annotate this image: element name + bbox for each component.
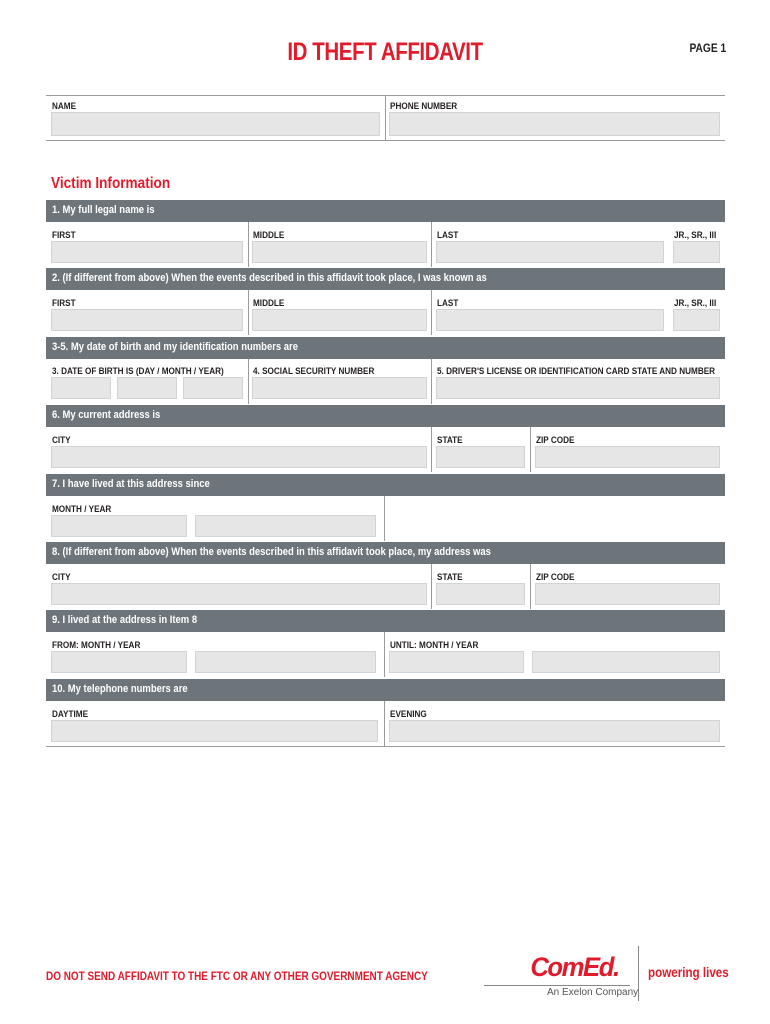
- city-label: CITY: [52, 435, 71, 446]
- logo-divider: [484, 985, 630, 986]
- divider: [530, 564, 531, 609]
- suffix-label: JR., SR., III: [674, 230, 717, 241]
- divider: [248, 290, 249, 335]
- tagline: powering lives: [648, 964, 729, 980]
- exelon-label: An Exelon Company: [547, 987, 639, 998]
- divider: [384, 701, 385, 746]
- dob-month-field[interactable]: [117, 377, 177, 399]
- last-label: LAST: [437, 230, 459, 241]
- zip-field[interactable]: [535, 446, 720, 468]
- name-field[interactable]: [51, 112, 380, 136]
- dob-label: 3. DATE OF BIRTH IS (DAY / MONTH / YEAR): [52, 366, 224, 377]
- divider: [46, 140, 725, 141]
- divider: [384, 632, 385, 677]
- divider: [384, 496, 385, 541]
- divider: [385, 95, 386, 140]
- comed-logo: ComEd.: [530, 952, 619, 982]
- phone-label: PHONE NUMBER: [390, 101, 458, 112]
- state-label: STATE: [437, 435, 463, 446]
- logo-divider: [638, 946, 639, 1001]
- daytime-phone-field[interactable]: [51, 720, 378, 742]
- footer-warning: DO NOT SEND AFFIDAVIT TO THE FTC OR ANY OTHER GOVERNMENT AGENCY: [46, 969, 428, 983]
- last-label: LAST: [437, 298, 459, 309]
- section-title: Victim Information: [51, 175, 171, 192]
- section-8-header: 8. (If different from above) When the events described in this affidavit took place, my address was: [46, 542, 725, 564]
- first-name-field[interactable]: [51, 241, 243, 263]
- suffix-label: JR., SR., III: [674, 298, 717, 309]
- until-label: UNTIL: MONTH / YEAR: [390, 640, 479, 651]
- from-label: FROM: MONTH / YEAR: [52, 640, 141, 651]
- zip-label: ZIP CODE: [536, 435, 575, 446]
- name-label: NAME: [52, 101, 77, 112]
- since-month-field[interactable]: [51, 515, 187, 537]
- dob-day-field[interactable]: [51, 377, 111, 399]
- last-name-field[interactable]: [436, 241, 664, 263]
- former-zip-field[interactable]: [535, 583, 720, 605]
- divider: [431, 359, 432, 404]
- divider: [248, 359, 249, 404]
- section-1-header: 1. My full legal name is: [46, 200, 725, 222]
- city-label: CITY: [52, 572, 71, 583]
- middle-name-field[interactable]: [252, 241, 427, 263]
- section-6-header: 6. My current address is: [46, 405, 725, 427]
- license-field[interactable]: [436, 377, 720, 399]
- former-city-field[interactable]: [51, 583, 427, 605]
- former-last-name-field[interactable]: [436, 309, 664, 331]
- divider: [431, 427, 432, 472]
- state-field[interactable]: [436, 446, 525, 468]
- first-label: FIRST: [52, 230, 76, 241]
- section-2-header: 2. (If different from above) When the events described in this affidavit took place, I was known as: [46, 268, 725, 290]
- section-9-header: 9. I lived at the address in Item 8: [46, 610, 725, 632]
- former-middle-name-field[interactable]: [252, 309, 427, 331]
- suffix-field[interactable]: [673, 241, 720, 263]
- former-first-name-field[interactable]: [51, 309, 243, 331]
- city-field[interactable]: [51, 446, 427, 468]
- license-label: 5. DRIVER'S LICENSE OR IDENTIFICATION CARD STATE AND NUMBER: [437, 366, 716, 377]
- divider: [530, 427, 531, 472]
- until-month-field[interactable]: [389, 651, 524, 673]
- evening-label: EVENING: [390, 709, 427, 720]
- month-year-label: MONTH / YEAR: [52, 504, 112, 515]
- phone-field[interactable]: [389, 112, 720, 136]
- section-7-header: 7. I have lived at this address since: [46, 474, 725, 496]
- daytime-label: DAYTIME: [52, 709, 89, 720]
- zip-label: ZIP CODE: [536, 572, 575, 583]
- until-year-field[interactable]: [532, 651, 720, 673]
- first-label: FIRST: [52, 298, 76, 309]
- middle-label: MIDDLE: [253, 298, 285, 309]
- from-month-field[interactable]: [51, 651, 187, 673]
- divider: [431, 564, 432, 609]
- section-3-5-header: 3-5. My date of birth and my identification numbers are: [46, 337, 725, 359]
- from-year-field[interactable]: [195, 651, 376, 673]
- divider: [46, 746, 725, 747]
- divider: [431, 290, 432, 335]
- ssn-field[interactable]: [252, 377, 427, 399]
- divider: [431, 222, 432, 267]
- dob-year-field[interactable]: [183, 377, 243, 399]
- ssn-label: 4. SOCIAL SECURITY NUMBER: [253, 366, 375, 377]
- section-10-header: 10. My telephone numbers are: [46, 679, 725, 701]
- page-title: ID THEFT AFFIDAVIT: [287, 38, 483, 66]
- page-number: PAGE 1: [689, 41, 726, 55]
- divider: [248, 222, 249, 267]
- middle-label: MIDDLE: [253, 230, 285, 241]
- since-year-field[interactable]: [195, 515, 376, 537]
- evening-phone-field[interactable]: [389, 720, 720, 742]
- state-label: STATE: [437, 572, 463, 583]
- former-state-field[interactable]: [436, 583, 525, 605]
- former-suffix-field[interactable]: [673, 309, 720, 331]
